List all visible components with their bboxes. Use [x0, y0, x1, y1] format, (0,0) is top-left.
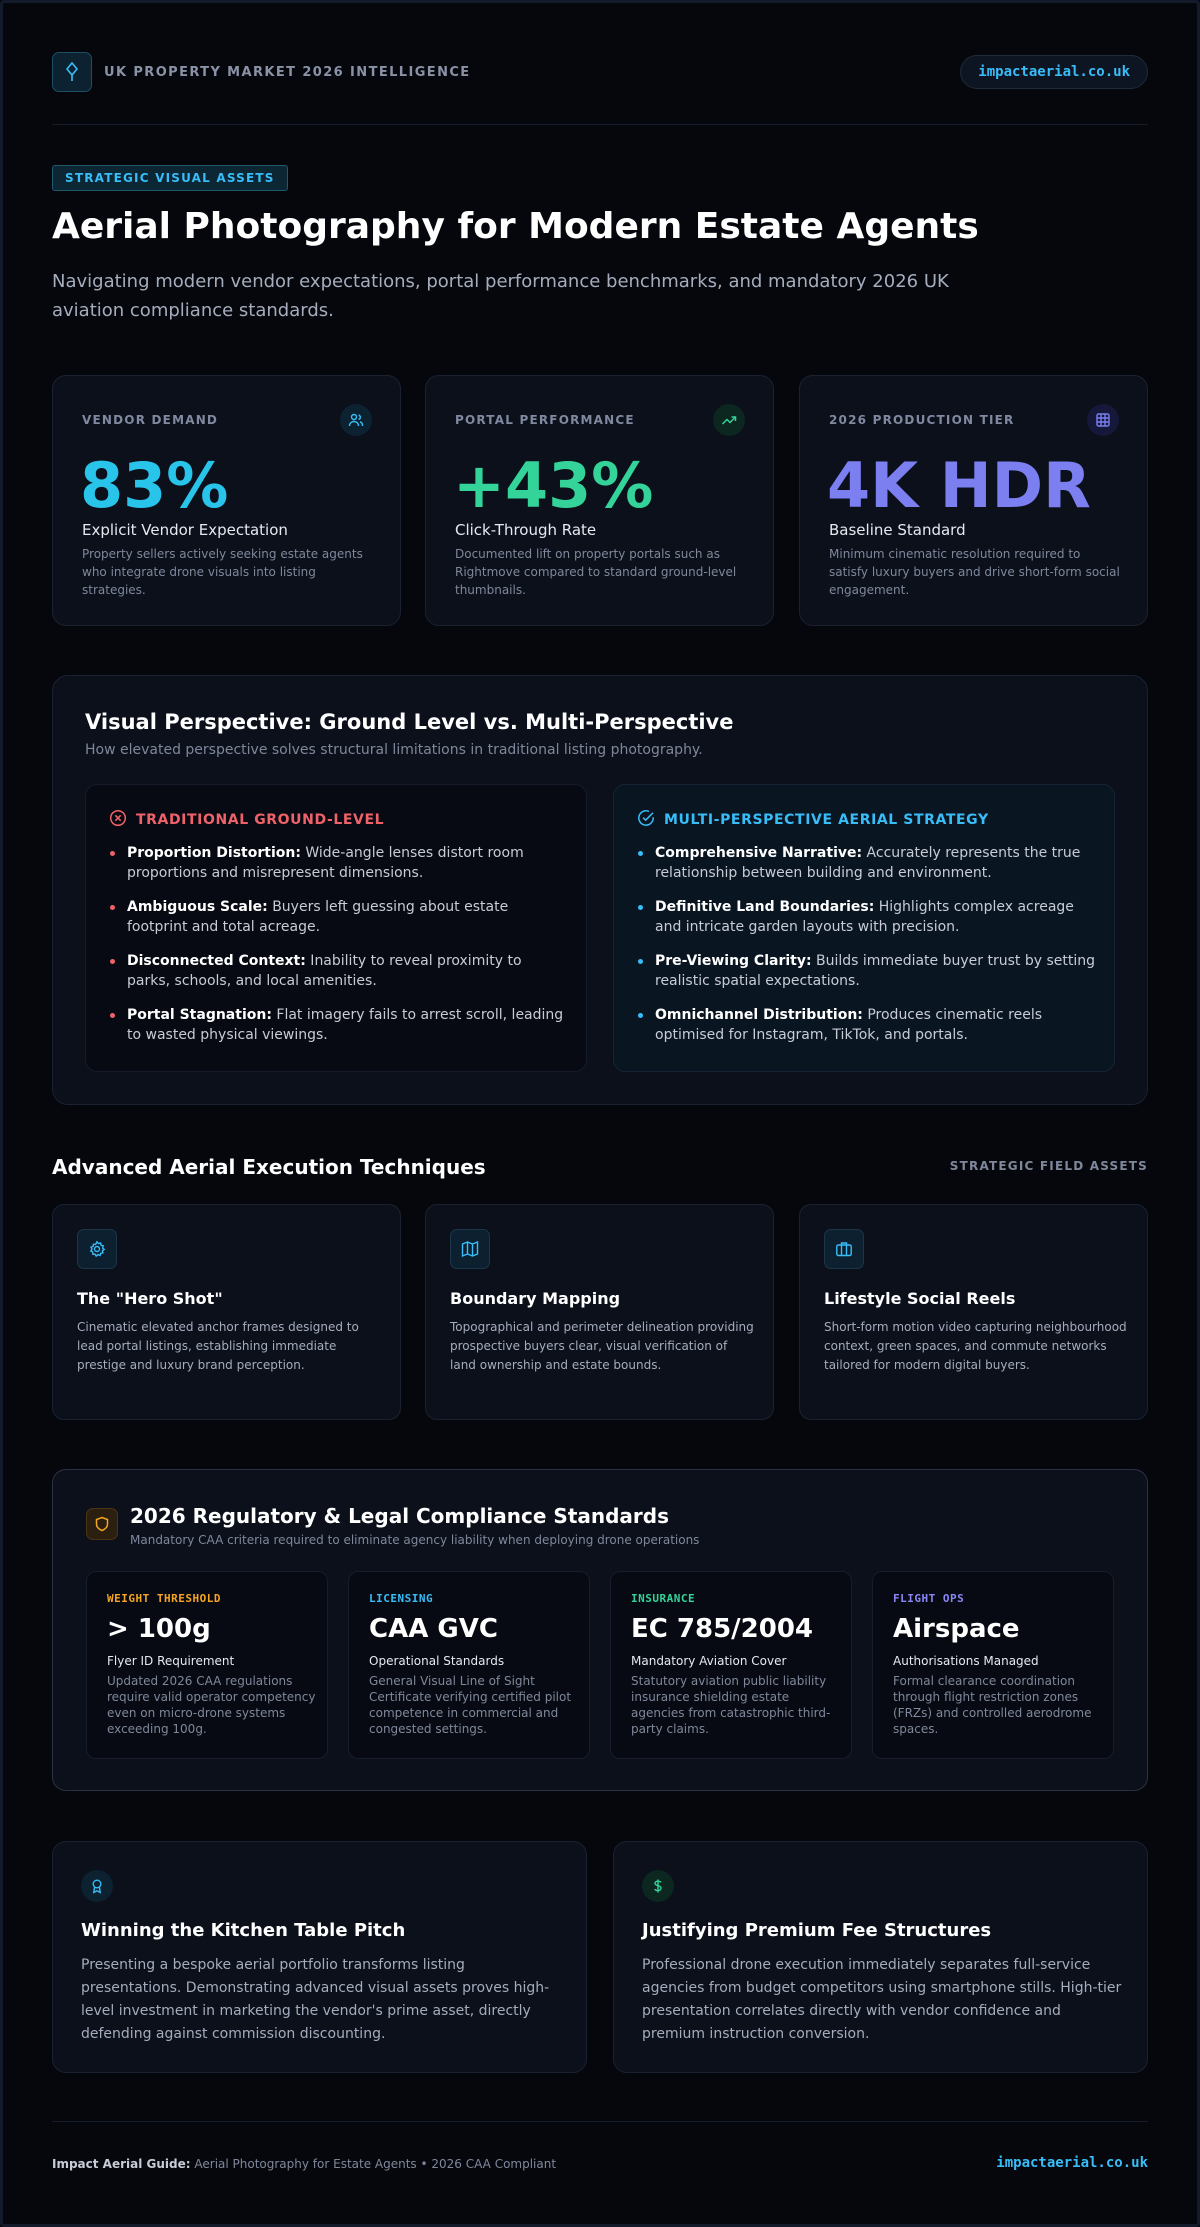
techniques-tag: STRATEGIC FIELD ASSETS	[949, 1159, 1148, 1173]
users-icon	[340, 404, 372, 436]
list-item: Definitive Land Boundaries: Highlights complex acreage and intricate garden layouts with precision.	[637, 897, 1097, 937]
aerial-heading-label: MULTI-PERSPECTIVE AERIAL STRATEGY	[664, 812, 989, 828]
stat-value: 83%	[80, 449, 229, 522]
award-icon	[81, 1870, 113, 1902]
traditional-column	[85, 784, 587, 1072]
compliance-description: Updated 2026 CAA regulations require valid operator competency even on micro-drone systems exceeding 100g.	[107, 1674, 316, 1736]
compliance-description: Statutory aviation public liability insurance shielding estate agencies from catastrophic third-party claims.	[631, 1674, 831, 1736]
brand-text: UK PROPERTY MARKET 2026 INTELLIGENCE	[104, 65, 471, 80]
comparison-section	[52, 675, 1148, 1105]
gear-icon	[77, 1229, 117, 1269]
compliance-label: WEIGHT THRESHOLD	[107, 1592, 221, 1605]
compliance-title: 2026 Regulatory & Legal Compliance Standards	[130, 1504, 670, 1528]
stat-card-portal-performance	[425, 375, 774, 626]
fee-card	[613, 1841, 1148, 2073]
stat-label: 2026 PRODUCTION TIER	[829, 413, 1015, 427]
list-item: Comprehensive Narrative: Accurately represents the true relationship between building and environment.	[637, 843, 1097, 883]
dollar-icon	[642, 1870, 674, 1902]
stat-description: Documented lift on property portals such as Rightmove compared to standard ground-level thumbnails.	[455, 547, 737, 597]
compliance-description: Formal clearance coordination through flight restriction zones (FRZs) and controlled aerodrome spaces.	[893, 1674, 1092, 1736]
technique-card-lifestyle-reels	[799, 1204, 1148, 1420]
stat-value: 4K HDR	[827, 449, 1091, 522]
compliance-label: LICENSING	[369, 1592, 434, 1605]
compliance-card-insurance	[610, 1571, 852, 1759]
domain-link[interactable]: impactaerial.co.uk	[960, 55, 1148, 89]
traditional-list	[109, 843, 569, 1059]
stat-subtitle: Explicit Vendor Expectation	[82, 521, 288, 539]
compliance-subtitle: Operational Standards	[369, 1654, 505, 1668]
traditional-heading	[109, 809, 384, 831]
technique-title: The "Hero Shot"	[77, 1289, 223, 1308]
list-item: Proportion Distortion: Wide-angle lenses distort room proportions and misrepresent dimensions.	[109, 843, 569, 883]
aerial-heading	[637, 809, 989, 831]
footer-brand: Impact Aerial Guide:	[52, 2157, 191, 2171]
compliance-card-weight	[86, 1571, 328, 1759]
list-item: Disconnected Context: Inability to reveal proximity to parks, schools, and local amenities.	[109, 951, 569, 991]
technique-description: Short-form motion video capturing neighbourhood context, green spaces, and commute networks tailored for modern digital buyers.	[824, 1320, 1127, 1372]
list-item: Omnichannel Distribution: Produces cinematic reels optimised for Instagram, TikTok, and portals.	[637, 1005, 1097, 1045]
technique-title: Lifestyle Social Reels	[824, 1289, 1016, 1308]
check-circle-icon	[637, 809, 655, 831]
hero-tag: STRATEGIC VISUAL ASSETS	[52, 165, 288, 191]
comparison-subtitle: How elevated perspective solves structural limitations in traditional listing photography.	[85, 742, 703, 758]
trending-up-icon	[713, 404, 745, 436]
compliance-value: CAA GVC	[369, 1614, 498, 1644]
techniques-title: Advanced Aerial Execution Techniques	[52, 1155, 486, 1179]
pitch-description: Presenting a bespoke aerial portfolio transforms listing presentations. Demonstrating advanced visual assets proves high-level investment in marketing the vendor's prime asset, directly defending against commission discounting.	[81, 1957, 550, 2042]
footer-text	[52, 2157, 556, 2171]
shield-icon	[86, 1508, 118, 1540]
compliance-label: INSURANCE	[631, 1592, 696, 1605]
list-item: Pre-Viewing Clarity: Builds immediate buyer trust by setting realistic spatial expectations.	[637, 951, 1097, 991]
compliance-card-flight-ops	[872, 1571, 1114, 1759]
page-title: Aerial Photography for Modern Estate Agents	[52, 206, 979, 247]
briefcase-icon	[824, 1229, 864, 1269]
stat-description: Property sellers actively seeking estate agents who integrate drone visuals into listing strategies.	[82, 547, 363, 597]
list-item: Ambiguous Scale: Buyers left guessing about estate footprint and total acreage.	[109, 897, 569, 937]
grid-icon	[1087, 404, 1119, 436]
header	[52, 52, 1148, 94]
header-divider	[52, 124, 1148, 125]
stat-label: VENDOR DEMAND	[82, 413, 219, 427]
compliance-card-licensing	[348, 1571, 590, 1759]
stat-value: +43%	[453, 449, 654, 522]
compliance-subtitle: Mandatory Aviation Cover	[631, 1654, 787, 1668]
footer-caption: Aerial Photography for Estate Agents • 2026 CAA Compliant	[190, 2157, 557, 2171]
aerial-column	[613, 784, 1115, 1072]
technique-description: Cinematic elevated anchor frames designed to lead portal listings, establishing immediate prestige and luxury brand perception.	[77, 1320, 359, 1372]
stat-label: PORTAL PERFORMANCE	[455, 413, 635, 427]
pitch-title: Winning the Kitchen Table Pitch	[81, 1920, 406, 1941]
pitch-card	[52, 1841, 587, 2073]
comparison-title: Visual Perspective: Ground Level vs. Multi-Perspective	[85, 710, 734, 734]
stat-subtitle: Baseline Standard	[829, 521, 966, 539]
technique-title: Boundary Mapping	[450, 1289, 621, 1308]
fee-title: Justifying Premium Fee Structures	[642, 1920, 992, 1941]
stat-card-production-tier	[799, 375, 1148, 626]
footer-domain-link[interactable]: impactaerial.co.uk	[996, 2155, 1148, 2171]
compliance-label: FLIGHT OPS	[893, 1592, 965, 1605]
compliance-subtitle: Mandatory CAA criteria required to eliminate agency liability when deploying drone operations	[130, 1533, 700, 1547]
technique-card-boundary-mapping	[425, 1204, 774, 1420]
stat-subtitle: Click-Through Rate	[455, 521, 597, 539]
compliance-subtitle: Authorisations Managed	[893, 1654, 1039, 1668]
traditional-heading-label: TRADITIONAL GROUND-LEVEL	[136, 812, 385, 828]
technique-description: Topographical and perimeter delineation providing prospective buyers clear, visual verification of land ownership and estate bounds.	[450, 1320, 754, 1372]
compliance-value: > 100g	[107, 1614, 211, 1644]
aerial-list	[637, 843, 1097, 1059]
map-pin-icon	[52, 52, 92, 92]
compliance-section	[52, 1469, 1148, 1791]
compliance-subtitle: Flyer ID Requirement	[107, 1654, 235, 1668]
compliance-value: Airspace	[893, 1614, 1020, 1644]
list-item: Portal Stagnation: Flat imagery fails to arrest scroll, leading to wasted physical viewings.	[109, 1005, 569, 1045]
stat-description: Minimum cinematic resolution required to satisfy luxury buyers and drive short-form social engagement.	[829, 547, 1120, 597]
hero-subtitle: Navigating modern vendor expectations, portal performance benchmarks, and mandatory 2026 UK aviation compliance standards.	[52, 271, 949, 321]
stat-card-vendor-demand	[52, 375, 401, 626]
footer-divider	[52, 2121, 1148, 2122]
x-circle-icon	[109, 809, 127, 831]
technique-card-hero-shot	[52, 1204, 401, 1420]
fee-description: Professional drone execution immediately separates full-service agencies from budget competitors using smartphone stills. High-tier presentation correlates directly with vendor confidence and premium instruction conversion.	[642, 1957, 1122, 2042]
map-icon	[450, 1229, 490, 1269]
compliance-description: General Visual Line of Sight Certificate verifying certified pilot competence in commercial and congested settings.	[369, 1674, 572, 1736]
compliance-value: EC 785/2004	[631, 1614, 814, 1644]
